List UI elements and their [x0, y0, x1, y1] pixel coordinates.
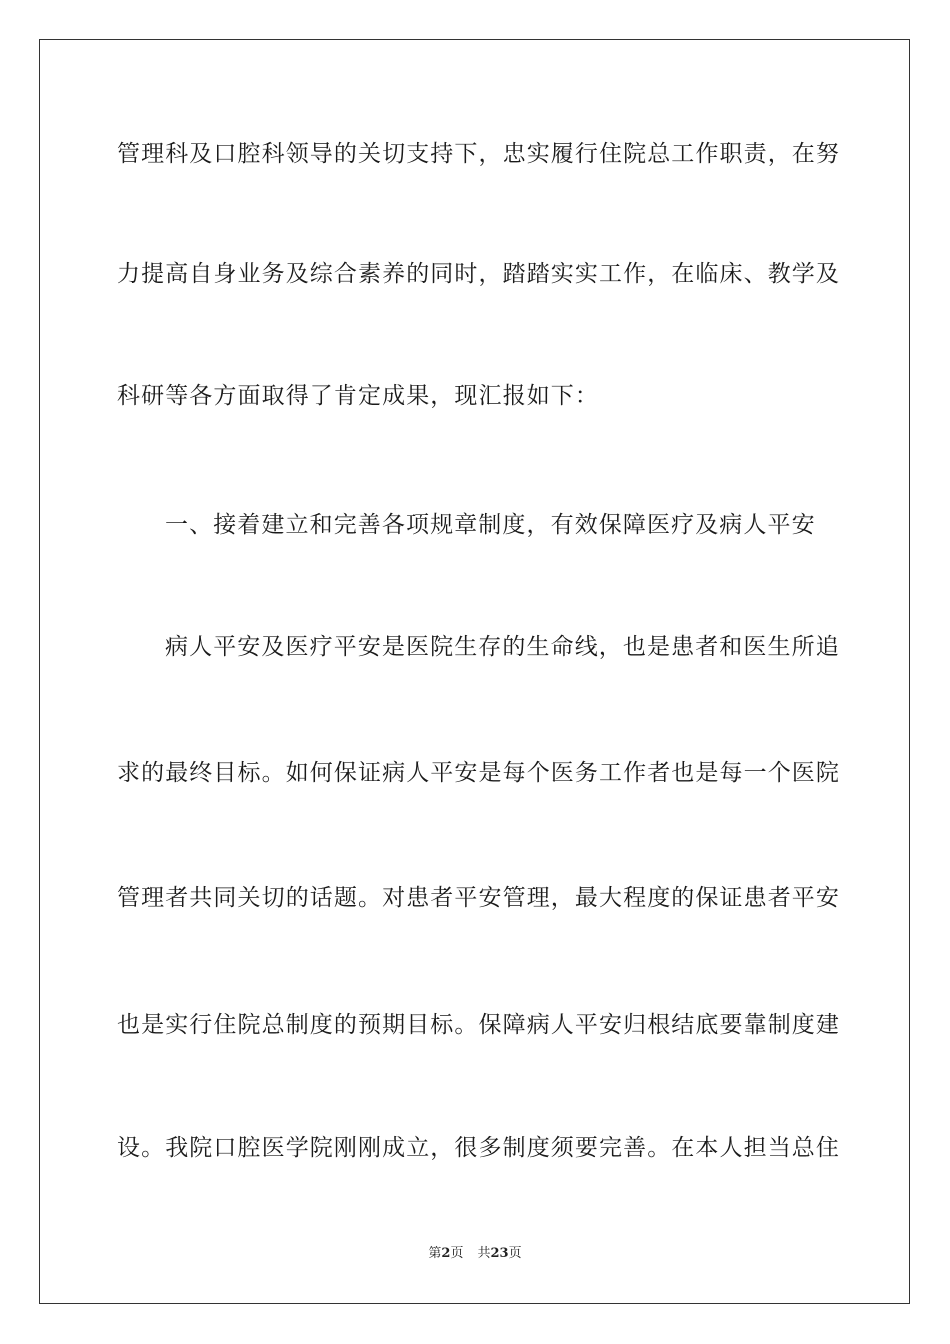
body-line-9: 设。我院口腔医学院刚刚成立，很多制度须要完善。在本人担当总住 — [117, 1135, 840, 1161]
total-prefix: 共 — [477, 1246, 491, 1261]
total-suffix: 页 — [508, 1246, 522, 1261]
page-suffix: 页 — [450, 1246, 464, 1261]
body-line-2: 力提高自身业务及综合素养的同时，踏踏实实工作，在临床、教学及 — [117, 261, 840, 287]
section-heading-1: 一、接着建立和完善各项规章制度，有效保障医疗及病人平安 — [165, 512, 816, 538]
body-line-3: 科研等各方面取得了肯定成果，现汇报如下： — [117, 383, 599, 409]
page-prefix: 第 — [428, 1246, 442, 1261]
page-number: 2 — [441, 1246, 451, 1261]
body-line-6: 求的最终目标。如何保证病人平安是每个医务工作者也是每一个医院 — [117, 760, 840, 786]
body-line-8: 也是实行住院总制度的预期目标。保障病人平安归根结底要靠制度建 — [117, 1012, 840, 1038]
body-line-1: 管理科及口腔科领导的关切支持下，忠实履行住院总工作职责，在努 — [117, 141, 840, 167]
total-pages: 23 — [490, 1246, 509, 1261]
body-line-7: 管理者共同关切的话题。对患者平安管理，最大程度的保证患者平安 — [117, 885, 840, 911]
page-footer — [0, 1245, 950, 1263]
page-border — [39, 39, 910, 1304]
body-line-5: 病人平安及医疗平安是医院生存的生命线，也是患者和医生所追 — [165, 634, 840, 660]
